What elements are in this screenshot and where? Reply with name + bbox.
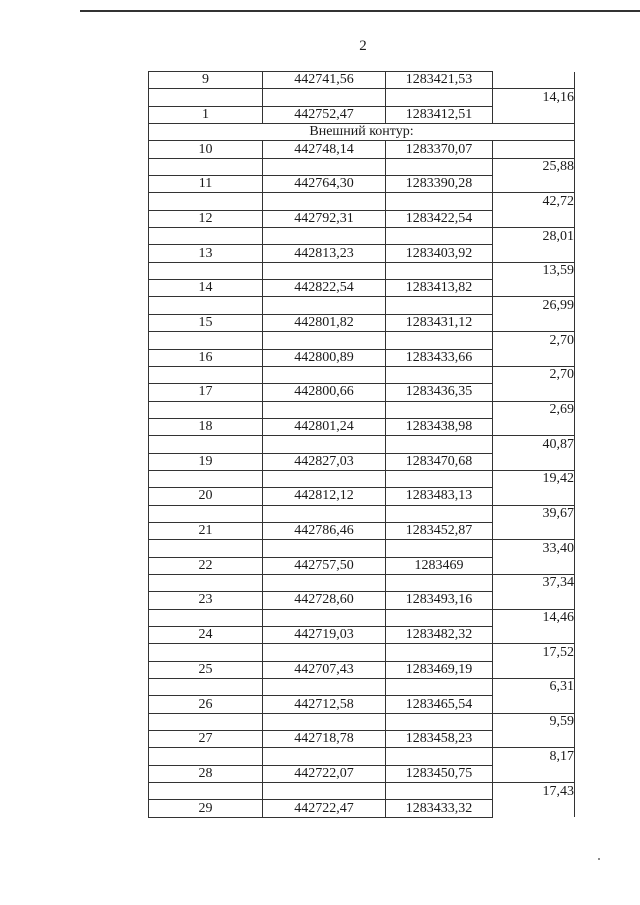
- point-number-cell: 17: [149, 384, 263, 401]
- table-row-point: [149, 176, 575, 193]
- y-coordinate-cell: 1283431,12: [386, 314, 493, 331]
- distance-cell: 28,01: [493, 228, 575, 245]
- table-row-point: [149, 210, 575, 227]
- empty-cell: [386, 158, 493, 175]
- empty-cell: [263, 193, 386, 210]
- empty-cell: [149, 158, 263, 175]
- x-coordinate-cell: 442728,60: [263, 592, 386, 609]
- distance-cell-empty: [493, 696, 575, 713]
- point-number-cell: 28: [149, 765, 263, 782]
- empty-cell: [386, 401, 493, 418]
- y-coordinate-cell: 1283469,19: [386, 661, 493, 678]
- empty-cell: [386, 470, 493, 487]
- empty-cell: [149, 574, 263, 591]
- distance-cell-empty: [493, 245, 575, 262]
- y-coordinate-cell: 1283438,98: [386, 418, 493, 435]
- table-row-distance: [149, 783, 575, 800]
- distance-cell: 2,70: [493, 332, 575, 349]
- empty-cell: [149, 401, 263, 418]
- table-row-distance: [149, 748, 575, 765]
- empty-cell: [263, 228, 386, 245]
- empty-cell: [149, 228, 263, 245]
- empty-cell: [386, 540, 493, 557]
- point-number-cell: 1: [149, 106, 263, 123]
- y-coordinate-cell: 1283470,68: [386, 453, 493, 470]
- x-coordinate-cell: 442827,03: [263, 453, 386, 470]
- empty-cell: [149, 193, 263, 210]
- table-row-point: [149, 106, 575, 123]
- empty-cell: [386, 679, 493, 696]
- empty-cell: [263, 89, 386, 106]
- table-row-point: [149, 731, 575, 748]
- table-row-distance: [149, 89, 575, 106]
- point-number-cell: 21: [149, 522, 263, 539]
- distance-cell-empty: [493, 106, 575, 123]
- x-coordinate-cell: 442757,50: [263, 557, 386, 574]
- distance-cell: 13,59: [493, 262, 575, 279]
- point-number-cell: 12: [149, 210, 263, 227]
- point-number-cell: 18: [149, 418, 263, 435]
- empty-cell: [386, 332, 493, 349]
- header-rule: [80, 10, 640, 12]
- x-coordinate-cell: 442764,30: [263, 176, 386, 193]
- table-row-distance: [149, 679, 575, 696]
- section-header-row: [149, 124, 575, 141]
- table-row-distance: [149, 436, 575, 453]
- y-coordinate-cell: 1283433,66: [386, 349, 493, 366]
- point-number-cell: 14: [149, 280, 263, 297]
- empty-cell: [149, 540, 263, 557]
- distance-cell-empty: [493, 765, 575, 782]
- empty-cell: [386, 748, 493, 765]
- x-coordinate-cell: 442719,03: [263, 627, 386, 644]
- scan-speck: [598, 858, 600, 860]
- coordinates-table: [148, 71, 575, 818]
- empty-cell: [386, 713, 493, 730]
- table-row-distance: [149, 297, 575, 314]
- y-coordinate-cell: 1283469: [386, 557, 493, 574]
- empty-cell: [386, 89, 493, 106]
- distance-cell: 6,31: [493, 679, 575, 696]
- empty-cell: [263, 332, 386, 349]
- y-coordinate-cell: 1283436,35: [386, 384, 493, 401]
- empty-cell: [386, 262, 493, 279]
- y-coordinate-cell: 1283390,28: [386, 176, 493, 193]
- distance-cell: 39,67: [493, 505, 575, 522]
- empty-cell: [386, 574, 493, 591]
- empty-cell: [386, 436, 493, 453]
- table-row-distance: [149, 470, 575, 487]
- distance-cell-empty: [493, 210, 575, 227]
- distance-cell: 9,59: [493, 713, 575, 730]
- empty-cell: [386, 193, 493, 210]
- distance-cell: 37,34: [493, 574, 575, 591]
- point-number-cell: 27: [149, 731, 263, 748]
- table-row-point: [149, 453, 575, 470]
- distance-cell-empty: [493, 176, 575, 193]
- y-coordinate-cell: 1283493,16: [386, 592, 493, 609]
- empty-cell: [149, 89, 263, 106]
- empty-cell: [263, 262, 386, 279]
- distance-cell: 14,46: [493, 609, 575, 626]
- empty-cell: [149, 713, 263, 730]
- y-coordinate-cell: 1283465,54: [386, 696, 493, 713]
- x-coordinate-cell: 442801,82: [263, 314, 386, 331]
- distance-cell-empty: [493, 280, 575, 297]
- table-row-distance: [149, 193, 575, 210]
- empty-cell: [263, 401, 386, 418]
- table-row-point: [149, 488, 575, 505]
- table-row-distance: [149, 609, 575, 626]
- empty-cell: [149, 679, 263, 696]
- point-number-cell: 11: [149, 176, 263, 193]
- x-coordinate-cell: 442813,23: [263, 245, 386, 262]
- table-row-distance: [149, 574, 575, 591]
- table-row-point: [149, 280, 575, 297]
- table-row-point: [149, 661, 575, 678]
- empty-cell: [263, 470, 386, 487]
- table-row-point: [149, 800, 575, 817]
- point-number-cell: 16: [149, 349, 263, 366]
- x-coordinate-cell: 442801,24: [263, 418, 386, 435]
- empty-cell: [386, 505, 493, 522]
- empty-cell: [149, 748, 263, 765]
- table-row-distance: [149, 401, 575, 418]
- empty-cell: [149, 505, 263, 522]
- empty-cell: [386, 609, 493, 626]
- distance-cell-empty: [493, 418, 575, 435]
- y-coordinate-cell: 1283452,87: [386, 522, 493, 539]
- y-coordinate-cell: 1283433,32: [386, 800, 493, 817]
- empty-cell: [263, 297, 386, 314]
- x-coordinate-cell: 442722,47: [263, 800, 386, 817]
- point-number-cell: 22: [149, 557, 263, 574]
- point-number-cell: 19: [149, 453, 263, 470]
- y-coordinate-cell: 1283450,75: [386, 765, 493, 782]
- empty-cell: [149, 470, 263, 487]
- distance-cell-empty: [493, 627, 575, 644]
- distance-cell-empty: [493, 557, 575, 574]
- point-number-cell: 29: [149, 800, 263, 817]
- table-row-point: [149, 522, 575, 539]
- table-row-point: [149, 696, 575, 713]
- table-row-distance: [149, 332, 575, 349]
- empty-cell: [263, 609, 386, 626]
- empty-cell: [263, 679, 386, 696]
- table-row-point: [149, 765, 575, 782]
- empty-cell: [263, 713, 386, 730]
- y-coordinate-cell: 1283421,53: [386, 72, 493, 89]
- table-row-point: [149, 314, 575, 331]
- empty-cell: [263, 644, 386, 661]
- point-number-cell: 26: [149, 696, 263, 713]
- distance-cell: 40,87: [493, 436, 575, 453]
- section-label: Внешний контур:: [149, 124, 575, 141]
- empty-cell: [263, 436, 386, 453]
- empty-cell: [386, 297, 493, 314]
- table-row-distance: [149, 262, 575, 279]
- table-row-distance: [149, 505, 575, 522]
- point-number-cell: 10: [149, 141, 263, 158]
- page-number: 2: [359, 38, 367, 54]
- y-coordinate-cell: 1283458,23: [386, 731, 493, 748]
- table-row-point: [149, 349, 575, 366]
- empty-cell: [149, 783, 263, 800]
- x-coordinate-cell: 442812,12: [263, 488, 386, 505]
- empty-cell: [386, 228, 493, 245]
- distance-cell: 42,72: [493, 193, 575, 210]
- table-row-point: [149, 557, 575, 574]
- distance-cell-empty: [493, 384, 575, 401]
- x-coordinate-cell: 442707,43: [263, 661, 386, 678]
- table-row-distance: [149, 540, 575, 557]
- distance-cell-empty: [493, 453, 575, 470]
- table-row-point: [149, 72, 575, 89]
- distance-cell: 26,99: [493, 297, 575, 314]
- point-number-cell: 25: [149, 661, 263, 678]
- distance-cell-empty: [493, 592, 575, 609]
- distance-cell: 17,43: [493, 783, 575, 800]
- y-coordinate-cell: 1283370,07: [386, 141, 493, 158]
- point-number-cell: 23: [149, 592, 263, 609]
- point-number-cell: 13: [149, 245, 263, 262]
- distance-cell-empty: [493, 488, 575, 505]
- distance-cell: 2,70: [493, 366, 575, 383]
- empty-cell: [386, 783, 493, 800]
- point-number-cell: 9: [149, 72, 263, 89]
- point-number-cell: 24: [149, 627, 263, 644]
- table-row-point: [149, 627, 575, 644]
- empty-cell: [386, 644, 493, 661]
- distance-cell: 2,69: [493, 401, 575, 418]
- y-coordinate-cell: 1283412,51: [386, 106, 493, 123]
- distance-cell: 33,40: [493, 540, 575, 557]
- empty-cell: [263, 783, 386, 800]
- table-row-point: [149, 592, 575, 609]
- x-coordinate-cell: 442712,58: [263, 696, 386, 713]
- y-coordinate-cell: 1283413,82: [386, 280, 493, 297]
- distance-cell-empty: [493, 800, 575, 817]
- empty-cell: [263, 158, 386, 175]
- point-number-cell: 20: [149, 488, 263, 505]
- distance-cell-empty: [493, 314, 575, 331]
- point-number-cell: 15: [149, 314, 263, 331]
- table-row-point: [149, 141, 575, 158]
- table-row-distance: [149, 228, 575, 245]
- x-coordinate-cell: 442748,14: [263, 141, 386, 158]
- distance-cell-empty: [493, 661, 575, 678]
- distance-cell-empty: [493, 141, 575, 158]
- table-row-point: [149, 418, 575, 435]
- empty-cell: [149, 297, 263, 314]
- empty-cell: [149, 366, 263, 383]
- distance-cell: 19,42: [493, 470, 575, 487]
- y-coordinate-cell: 1283422,54: [386, 210, 493, 227]
- empty-cell: [263, 748, 386, 765]
- y-coordinate-cell: 1283482,32: [386, 627, 493, 644]
- distance-cell-empty: [493, 349, 575, 366]
- distance-cell-empty: [493, 522, 575, 539]
- empty-cell: [263, 366, 386, 383]
- x-coordinate-cell: 442800,89: [263, 349, 386, 366]
- empty-cell: [386, 366, 493, 383]
- empty-cell: [263, 505, 386, 522]
- empty-cell: [149, 609, 263, 626]
- empty-cell: [263, 574, 386, 591]
- x-coordinate-cell: 442718,78: [263, 731, 386, 748]
- distance-cell: 17,52: [493, 644, 575, 661]
- empty-cell: [149, 644, 263, 661]
- distance-cell: 8,17: [493, 748, 575, 765]
- empty-cell: [149, 262, 263, 279]
- table-row-point: [149, 384, 575, 401]
- distance-cell: 25,88: [493, 158, 575, 175]
- y-coordinate-cell: 1283483,13: [386, 488, 493, 505]
- x-coordinate-cell: 442752,47: [263, 106, 386, 123]
- table-row-distance: [149, 158, 575, 175]
- empty-cell: [149, 332, 263, 349]
- table-row-distance: [149, 713, 575, 730]
- x-coordinate-cell: 442822,54: [263, 280, 386, 297]
- x-coordinate-cell: 442792,31: [263, 210, 386, 227]
- x-coordinate-cell: 442722,07: [263, 765, 386, 782]
- x-coordinate-cell: 442741,56: [263, 72, 386, 89]
- empty-cell: [149, 436, 263, 453]
- table-row-point: [149, 245, 575, 262]
- x-coordinate-cell: 442786,46: [263, 522, 386, 539]
- empty-cell: [263, 540, 386, 557]
- distance-cell-empty: [493, 731, 575, 748]
- distance-cell: 14,16: [493, 89, 575, 106]
- y-coordinate-cell: 1283403,92: [386, 245, 493, 262]
- distance-cell-empty: [493, 72, 575, 89]
- table-row-distance: [149, 644, 575, 661]
- table-row-distance: [149, 366, 575, 383]
- x-coordinate-cell: 442800,66: [263, 384, 386, 401]
